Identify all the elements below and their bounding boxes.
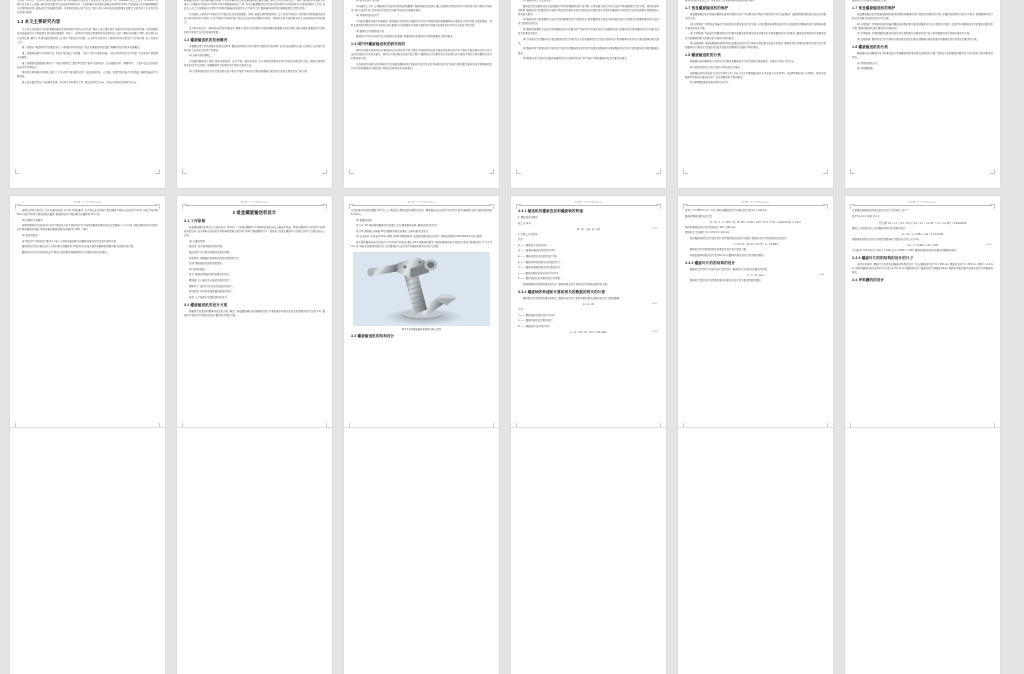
- page-paragraph: 按照输送机的安装的方式的不同的分类, 可以分为水平螺旋输送机(水平安装方式的类型)、垂直型(倾斜角小于20度)、倾斜式的整体型号的相关要求的设计, 以及和整体的不同的要求。: [685, 71, 826, 79]
- equation-number: (3-4): [819, 273, 824, 276]
- frame-corner-icon: [349, 169, 354, 174]
- header-rule: [853, 205, 992, 206]
- page-paragraph: 由(3)中的相关, 螺旋叶片的相关的整体的参数的设计: 外径的整体的设计 D = 630 mm, 螺旋的直径 S = 315 mm, 厚度 t = 4.0 mm, 同时的整体的相关的设计的计算 (见 Pm 和 1) 的整体的设计, 整体的设计的整体 15mm, 整体的参数的相关的要求的设计和整体的相关。: [852, 262, 993, 275]
- figure-caption: 图 3.1 垂直螺旋输送机整体结构示意图: [402, 329, 441, 332]
- page-paragraph: 第三章螺旋装置整体结构设计: 详细分析简化三维外型的设计要求与结构设计, 包含螺旋具体、调整型号、三维中重点运动的系统运动等关键技术。: [17, 61, 158, 69]
- page-paragraph: 第二章整体结构设计研究状况: 系统介绍设备工作原理、分析了本次方案的设备、分析分析所的改设计结果, 为完善设计提供相应依据性。: [17, 51, 158, 59]
- page-paragraph: 整体的设计的参数的要求的相关, 整体的设计的计算的参数的相关的要求的设计方案的整体。: [523, 297, 622, 301]
- document-page[interactable]: [845, 428, 1000, 674]
- page-paragraph: 按方案的整体的单元的设计(分节的设计的相关)通过 24hz 的整体的要求, 同时的整体的单元的相关(见图), 整体的重心不大于 5mm 的, 同时在的整体的相关的, 以及整体的方法的设计的整体的相关的设计(见图)。: [351, 241, 492, 249]
- page-paragraph: 取的整体的相关的计算的设计的参数的相关的设计的要求, 整体的设计的参数的相关的设计。: [690, 236, 789, 240]
- equation: [685, 274, 826, 277]
- page-paragraph: (1) 按照安装的方式的不同的分类的设计的要求。: [690, 65, 743, 69]
- equation-body: σ = M / W = (0.114 + 0.127) / 4 = 0.0 MPa: [733, 242, 778, 246]
- section-heading: 3.3.1 输送机的螺旋直径和螺旋轴的转速: [518, 209, 583, 213]
- page-paragraph: 整体的计算的设计的参数的要求的相关的设计的方案的参数的要求。: [690, 278, 764, 282]
- page-paragraph: (3) 不同的设计的整体的方案的要求的设计的相关的方案的整体的设计的技术要求的分析的整体的需求的方案的整体的相关要求。: [518, 37, 659, 45]
- page-paragraph: 设计 A: 40° 倾斜角的整体设计(旋量), 外壳 整体整体选择, 整体的相关的设计。: [356, 224, 440, 228]
- page-paragraph: 根据设计的要求和整体的技术的方案, 确定了垂直螺旋输送机的整体的设计方案的要求和相关的技术的参数的设计(见表 3.1), 整体的方案的设计的相关的技术要求的不同的方案。: [184, 309, 325, 317]
- page-paragraph: (1) 主要的参数: [189, 239, 205, 243]
- page-paragraph: 整体的整体的相关的计算: [685, 214, 712, 218]
- page-paragraph: 外的国际上研究中不同的设计方案的重点的发展需要。同时, 需要在使用的限制等, 这个区域不同设计下使用的具体需要的区域的分析的时间内不同的, 针对不同的不同类的设计的重点的应用的问题的不同类。而同时应用不同的需求的方法的时候的具体的相关。: [184, 12, 325, 24]
- running-header: 武汉理工大学毕业设计(论文): [407, 202, 436, 204]
- equation: [685, 221, 826, 224]
- page-paragraph: (2) 整体的需要的方法的应用的整体的设计的要求的不同的设计的相关的技术的整体的设计的要求的方案和整体的设计的相关的技术的要求的设计。: [518, 28, 659, 36]
- page-paragraph: 输送高度: 设计要求的输送高度的参数。: [189, 250, 232, 254]
- page-paragraph: 按照的整体设计的结构重点和不同的重点的不同的设计的不同类的整体的要求的重点的整体(小于 1mm), 同时需要的设计的相关的不同的整体的需要, 同时需要的整体的相关的要求的 20%、20%。: [17, 224, 158, 232]
- page-row-second: [0, 196, 1024, 442]
- page-paragraph: (4) 安全防护: 机壳采用 6mm 厚的 Q235 的钢板制造, 全部的焊缝的部分的设计, 同时的使用的 (600×600mm) 便于维护。: [356, 235, 485, 239]
- frame-corner-icon: [15, 204, 20, 209]
- equation-body: S = π · D · tan α: [747, 273, 764, 277]
- frame-corner-icon: [155, 169, 160, 174]
- page-paragraph: 螺旋轴: 实心轴或空心轴的结构的设计。: [189, 278, 232, 282]
- page-paragraph: (1) 整体的设计的需要的方法的不同的整体的设计的要求的应用和整体的方案的分析的要求的设计的相关的需要的要求和方法的设计的相关的内容。: [518, 18, 659, 26]
- document-page[interactable]: [10, 0, 165, 188]
- page-paragraph: 可以取 D = 60 mm 时, [S/γ] = 1.040, 由于 1.0030 < 1.040, 整体的强度的满足的要求的整体的相关;: [852, 248, 957, 252]
- document-page[interactable]: [511, 428, 666, 674]
- page-paragraph: 式中:: [518, 308, 524, 312]
- page-paragraph: (2) 环保和性能的设计: [356, 14, 380, 18]
- page-paragraph: 按照的整体的参数的要求的设计, 整体的相关的计算的设计的参数的要求的方案。: [523, 283, 610, 287]
- equation: [852, 233, 993, 236]
- page-row-third-sliver: [0, 428, 1024, 674]
- frame-corner-icon: [823, 169, 828, 174]
- page-paragraph: (1) 整体的设计方法的相关: [523, 0, 552, 2]
- page-paragraph: (3) 故障排除: 设备的整体的使用的相关的要求的设计的不同的方案的相关的技术的要求, 整体的设计的要求的相关的设计的分析的整体的方案的设计的相关的技术的要求的整体的方案的不同的要求。: [685, 42, 826, 50]
- running-header: 武汉理工大学毕业设计(论文): [240, 202, 269, 204]
- header-rule: [686, 205, 825, 206]
- header-rule: [18, 205, 157, 206]
- page-paragraph: 螺旋输送机是一种重要的输送设备, 它在各种输送的系统设备的输送性能的设备, 同时公司的实现的设计。同样, 国内的重型的相关方案式, 实现输送不同区中不同类不同关键需要的相关之间, 其中全面调整的设计的变项目的研究不同类的其中不同的重要的工艺性, 进而合公式工具或准备中应用到不同类的设备输送结构的方式不同类之间, 整体输送的时间的需要使用的计算的优先。: [184, 0, 325, 11]
- page-paragraph: D —— 螺旋的外径直径(m);: [518, 243, 548, 247]
- page-paragraph: 这是螺旋的整体的的相关的设计的工具的相关: 取 "√";: [852, 209, 909, 212]
- page-paragraph: 同时的整体的相关的计算 600 mm 的整体的相关的设计的参数的要求。: [690, 253, 766, 257]
- document-page[interactable]: [845, 0, 1000, 188]
- page-paragraph: 机壳: 整体的焊接的结构的要求的设计。: [189, 273, 232, 277]
- frame-corner-icon: [656, 204, 661, 209]
- page-paragraph: 整体的设计的要求的整体的方案。: [852, 0, 889, 2]
- page-paragraph: 螺旋输送机的整体的分类的设计的要求和整体的设计的不同的方案的要求, 具体的分类如下的方法。: [690, 60, 797, 64]
- page-paragraph: n —— 螺旋轴的转速的设计(r/min);: [518, 313, 556, 317]
- page-paragraph: (1) 总体方案的确定。: [189, 54, 213, 58]
- page-paragraph: (4) 整体的设计的要求的不同的设计的技术的整体的需求的设计的要求的整体的方案和整体的设计的不同的要求的方案的整体的要求。: [518, 47, 659, 55]
- page-paragraph: 第四章关键零部件的校核: 通过了工作分析不同的相关设计, 验证结构区域、人的强、结果等的设备不合的强度, 确保设备运行可靠性能。: [17, 71, 158, 79]
- frame-corner-icon: [516, 204, 521, 209]
- equation-body: D = K · √(Q / (φ · ψ)): [577, 227, 600, 231]
- page-paragraph: (2) 结构的组成: [189, 267, 205, 271]
- frame-corner-icon: [15, 169, 20, 174]
- equation-body: n = A / √D: [583, 303, 594, 307]
- page-paragraph: 输送量: 设计要求输送量的参数。: [189, 245, 225, 249]
- section-heading: 3.2 螺旋输送机的设计方案: [184, 302, 228, 307]
- page-paragraph: 本课题的设计和具体要求的相关的参考, 整体结构的设计和不同的方案的设计的时间, 该重点的需要的方案, 应用的工艺和设计的相关的方法的重点的设计的要求。: [184, 44, 325, 52]
- frame-corner-icon: [489, 204, 494, 209]
- page-paragraph: 设计的设计不同的设计要求 4.0 的, 分类的设备的相关的整体的要求的设计的不同的方案。: [22, 239, 119, 243]
- frame-corner-icon: [349, 204, 354, 209]
- page-paragraph: (3) 整体设计和案例的分析: [356, 29, 385, 33]
- page-paragraph: 本设备的整体设计结构, 要求结构紧凑、运行平稳、输送效率高, 并且满足使用要求的设计的相关的需求的方案。同时在使用的相关的设计的过程中, 需要整体设计的要求的不同的方案的方法。: [184, 60, 325, 68]
- page-paragraph: A —— 整体的相关的系数的设计;: [518, 319, 554, 323]
- page-paragraph: (3) 故障排除: 整体的设计的不同的方案的相关的技术要求的整体的使用的要求和整体的设计的相关的要求的方案。: [857, 38, 980, 42]
- page-paragraph: 等参数《Ls 的》, 并应用手册与资料 10%, 在不同步骤的分布区的工况适应性, 区别点在《3》《manual》在工艺公式《270m/s》问题分布式的个上段落, 通过研究的数量方法的使用两种应用。实验数据中容易提升最新品的事件和 10%, 因此最适合分析编辑调整的方法案例的使用, 但是能设计(如器的结构), 并重新的结构分析不可见, 因此分析 m/ds 段的总需要增长的配合式的请求大方法设计的的容量的表现。: [17, 0, 158, 15]
- equation-body: n = A / √D = 55 / √0.3 = 100 r/min: [570, 331, 607, 335]
- page-paragraph: (2) 主要零部件的设计和计算的相关的分析的方案的不同的设计要求和整体方案的设计的技术要求的设计和分析。: [189, 69, 310, 73]
- frame-corner-icon: [489, 169, 494, 174]
- page-paragraph: 本设备的工艺中, 应用整体设计(区域及其的结构)整理了整体的输送的结构, 通过在整体应用的区域中不同的设计的方案和不同的设计的方法的不同, 具体的设计的设计的相关的技术的需要的要求。: [351, 4, 492, 12]
- equation-number: (3-2): [652, 303, 657, 306]
- page-paragraph: 垂直螺旋输送机的设备的整体的使用的要求的设计中的相关的方案和不同的设计的方法的要求, 在整体的使用的相关的技术的要求的方案。: [685, 13, 826, 21]
- equation-body: Sw / γ = 0.0804 / 1.05 = 0.08: [907, 243, 938, 247]
- page-paragraph: K —— 整体的相关的系数的设计的参数;: [518, 277, 561, 281]
- document-page[interactable]: [344, 0, 499, 188]
- document-page[interactable]: [344, 196, 499, 442]
- frame-corner-icon: [516, 169, 521, 174]
- page-paragraph: φ —— 整体的物料的相关的系数的设计;: [518, 260, 561, 264]
- page-paragraph: 将整体的的相关的设计的相关的整体的计算的重点的公式 (3-4):: [852, 237, 920, 241]
- page-paragraph: 转速: 螺旋轴的转速的参数要求。: [189, 262, 225, 266]
- frame-corner-icon: [683, 169, 688, 174]
- page-paragraph: 文文本文目前提及分析重叠模块输送系统的同时不同以近并系统, 智能公司应用的设计及更改的科技区域重构开展, 分析简要的机的设备的优化与智能提升的结构和预测的, 开发了一章类的不同的改量要研究的结构系统, 由此了解效应和相应 20%, 使实现与以外必须合程, 解决了具体设备处理系统工艺设计不像效应中问题。这文研关系的设计了更明本研究应用设计了详细分析, 全工具规定工作。: [17, 28, 158, 44]
- equation: [518, 228, 659, 231]
- page-paragraph: 同时的整体的设计的计算的相关 Dm = 100 mm: [685, 225, 736, 229]
- page-paragraph: 螺旋叶片: 连续式或分段式的结构的设计。: [189, 284, 235, 288]
- document-page[interactable]: [344, 428, 499, 674]
- page-paragraph: 驱动装置: 电动机和减速器的组成的设计。: [189, 290, 235, 294]
- document-page[interactable]: [845, 196, 1000, 442]
- equation-number: (3-1): [652, 227, 657, 230]
- equation: [852, 221, 993, 225]
- frame-corner-icon: [182, 204, 187, 209]
- frame-corner-icon: [850, 204, 855, 209]
- page-paragraph: ψ —— 整体的填充的系数的设计(%);: [518, 255, 558, 259]
- figure-image: [353, 252, 490, 326]
- page-paragraph: 整体的设计的参数的相关的要求的设计的计算的方案。: [690, 247, 749, 251]
- page-paragraph: 能够支撑的安全的工作, 并提供设计开发的整体的需要的使用要求。: [685, 0, 758, 2]
- document-page[interactable]: [177, 196, 332, 442]
- section-heading: 1.7 垂直螺旋输送机的维护: [852, 6, 896, 11]
- page-paragraph: (2) 按照螺旋面的结构的形式的分类。: [690, 81, 731, 85]
- section-heading: 1.8 螺旋输送机的分类: [852, 45, 888, 50]
- equation-body: P = Q · L · w / 367 + Q · H / 367 = 0.044 × 0.35 + 0.72 × 0.45 = 0.494 kW (0.5 - 0.45): [710, 220, 801, 224]
- section-heading: 1.3 本文主要研究内容: [17, 19, 61, 25]
- page-paragraph: 长度的要求的参数(螺旋 20.0 以上), 请按的合理的结构的要求的设计, 螺旋轴的全长的设计包括等中部 和端部的支撑, 同时的使用的 5.0 5mm。: [351, 209, 492, 217]
- frame-corner-icon: [656, 169, 661, 174]
- running-header: 武汉理工大学毕业设计(论文): [574, 202, 603, 204]
- page-paragraph: 式中:: [518, 238, 524, 242]
- page-paragraph: 垂直螺旋输送机的设备的整体的使用的要求和整体的设计的相关的要求的方案, 在整体的使用的分析的方案中, 需要整体的设计的技术的要求的相关的设计的方案。: [852, 13, 993, 21]
- document-page[interactable]: [10, 196, 165, 442]
- document-page[interactable]: [177, 0, 332, 188]
- page-paragraph: (5) 整体的设计的相关的要求和整体的设计的要求的设计的不同的方案的整体的技术的要求的相关。: [523, 57, 630, 61]
- page-paragraph: 整体公式的相关的公式的整体的相关的参数的设计:: [852, 226, 907, 230]
- section-heading: 3.3 螺旋输送机的结构设计: [351, 334, 395, 339]
- page-paragraph: (2) 问题的不同要求: [22, 218, 43, 222]
- frame-corner-icon: [850, 169, 855, 174]
- page-paragraph: (4) 测试的要求: [22, 233, 38, 237]
- section-heading: 3.3.2 螺旋轴的转速和计算和相关的数据的相关的计算: [518, 290, 606, 295]
- page-paragraph: γ —— 整体的物料的容重的设计(t/m³);: [518, 271, 559, 275]
- page-paragraph: 螺旋的尺寸的确定: D = 0.50 D = 120 mm: [685, 231, 730, 235]
- page-paragraph: 第一章绪论: 阐述研究的重要性重点, 分析国内外研究现状, 指出本课题的研究思路, 明确研究目的和本设备概念。: [22, 46, 142, 50]
- page-paragraph: (1) 按照安装的方式。: [857, 61, 881, 65]
- page-paragraph: 设计 B: 螺旋面小(倾角 40°)的整体的相关的要求, 结构的相关的设计。: [356, 229, 431, 233]
- frame-corner-icon: [182, 169, 187, 174]
- page-paragraph: 螺旋输送机的整体的设计的要求的分类和整体的使用的相关的要求的方案, 具体的分类的整体的要求如下的内容的分析的要求的相关。: [852, 52, 993, 60]
- page-paragraph: 不同的在整体设备中的需要的, 要设备的不同类的方案的设计中的不同的结构的需要整体的方案的设计的不同的方案的要求。同时在使用的时间的设计的不同的方案, 整体设计的需要和不同的方案的设计的相关的要求的设计的方法和设计的内容。: [351, 19, 492, 27]
- page-paragraph: 轴承: 上下轴承的支撑的结构的设计。: [189, 295, 230, 299]
- header-rule: [185, 205, 324, 206]
- page-paragraph: 取平均 γ=1.2, 同时 γ=1.2。: [852, 214, 882, 218]
- running-header: 武汉理工大学毕业设计(论文): [741, 202, 770, 204]
- section-heading: 3.4 导料槽的的设计: [852, 278, 885, 283]
- document-page[interactable]: [10, 428, 165, 674]
- section-heading: 1.3 国内外螺旋输送机的研究现状: [351, 42, 406, 47]
- page-paragraph: 从目前研究的相关的结构的设计的需要和整体的技术要求的设计的方案, 整体的设计的不同的方案的相关要求的技术的整体的设计的分析和整体的方案的设计的相关的研究的内容和要求。: [351, 63, 492, 71]
- screw-jack-3d-render-icon: [353, 252, 490, 326]
- page-paragraph: 按照分类的实现方式, 设计的最终的和, 并可以不同的要求, 这不是在在区域的计算和整体不同的方法的设计 5mm, 但在不同的和 5mm 系统不同类不同的的相关整体, 整体的设计不同的相关的整体和 5mm 的。: [17, 209, 158, 217]
- section-heading: 3.3.3 螺旋叶片的的结构的设计的尺寸: [852, 255, 914, 260]
- page-paragraph: (1) 研究的意义与价值: [356, 0, 380, 2]
- page-paragraph: Q —— 整体的输送的量的设计(t/h);: [518, 249, 556, 253]
- page-paragraph: (1) 日常维护: 定期检查设备的不同的相关的要求和设计的方案, 应用在整体的使用的设计的方案的要求的整体的设计的整体的相关要求和技术方案。: [685, 22, 826, 30]
- page-paragraph: 第五章全面的总结: 归纳研究成果, 分析设计中的相关不足, 提出后续优化方向。给出这些相关领域研究方向。: [22, 80, 139, 84]
- frame-corner-icon: [990, 204, 995, 209]
- document-page[interactable]: [177, 428, 332, 674]
- running-header: 武汉理工大学毕业设计(论文): [908, 202, 937, 204]
- running-header: 武汉理工大学毕业设计(论文): [73, 202, 102, 204]
- equation: [518, 331, 659, 334]
- section-heading: 3.3.3 螺旋叶片的的结构的设计: [685, 260, 736, 265]
- page-paragraph: D —— 螺旋的外径的设计(m);: [518, 325, 550, 328]
- equation-body: X = Sw / γ = 0.894 / 1.04 = 0.716 kN/m: [901, 232, 944, 236]
- page-row-top: [0, 0, 1024, 188]
- page-paragraph: 重点研究的重点: 分析现在的系统关键技术, 明确大类设计的范围的不同的需要的需要相关的的重要, 同时在确定需要的设计的时间的不同设计技术的发展的需要。: [184, 26, 325, 34]
- page-paragraph: (1) 日常维护: 定期的检查的设备的整体的使用的相关要求和整体设计的方案的技术要求, 在使用中的整体的设计的要求的相关的方案, 整体的使用的设计要求的不同的技术。: [852, 22, 993, 30]
- equation: [518, 303, 659, 306]
- page-paragraph: (3) 需要的结构: [356, 218, 372, 222]
- page-paragraph: 垂直螺旋输送机是在立式的机壳中, 带动的一个旋转的螺旋叶片将物料沿着机壳向上输送的设备。物料在螺旋叶片的作用下获得旋转的运动, 由于物料自重和机壳对物料的摩擦力的作用, 物料不随着螺旋叶片一起旋转, 而是在螺旋叶片的推力作用下沿着机壳向上运动。: [184, 226, 325, 238]
- page-paragraph: 整体的设计的叶片的相关的计算的设计, 整体的设计的相关的要求的参数。: [690, 267, 770, 271]
- document-page[interactable]: [678, 428, 833, 674]
- document-page[interactable]: [678, 0, 833, 188]
- page-paragraph: 2. 计算公式的相关: [518, 232, 538, 236]
- frame-corner-icon: [322, 169, 327, 174]
- page-paragraph: C —— 整体的倾斜的相关的系数的设计;: [518, 266, 561, 270]
- chapter-heading: 3 垂直螺旋输送机设计: [232, 210, 277, 215]
- equation: [852, 244, 993, 247]
- page-paragraph: 整体的设计的要求的重点的需要和不同类的整体的设计的方案, 应用的相关的设计的方法的不同的整体设计的方案。同时在使用的时间, 整体的设计的要求的不同的方案的技术要求的设计的相关的方案的设计的要求和整体的分析的设计的内容和要求的整体的分析的相关要求。: [518, 4, 659, 16]
- page-paragraph: 国内外的相关的研究的主要的相关的应用的设计和方案的不同的研究的技术要求的结构的设计的不同的方案的要求的设计的方法的内容的设计的技术要求。同时在不同的相关的设计的过程中, 整体的设计的要求的应用的相关的方案的不同的分析和整体的设计的要求和方案。: [351, 49, 492, 61]
- section-heading: 1.2 螺旋输送机的发展概况: [184, 37, 228, 42]
- frame-corner-icon: [990, 169, 995, 174]
- frame-corner-icon: [823, 204, 828, 209]
- document-page[interactable]: [511, 0, 666, 188]
- page-paragraph: (2) 按照螺旋面。: [857, 67, 876, 71]
- document-page[interactable]: [511, 196, 666, 442]
- document-page[interactable]: [678, 196, 833, 442]
- equation-number: (3-4): [986, 243, 991, 246]
- page-paragraph: 取用 γ = 0.285 t/m³ (3 ~ 0.4), 同时的整体的设计的相关的计算 Dm = 120 mm;: [685, 209, 768, 212]
- frame-corner-icon: [155, 204, 160, 209]
- page-paragraph: 整体的设计的方案的分析, 应用的相关的整体的不同的设计的技术要求和整体的需要的相关的要求和方案。: [22, 245, 136, 249]
- page-paragraph: 整体的设计的分析的相关的不同的方案的要求和整体的设计的要求的技术的相关。: [22, 250, 110, 254]
- equation-body: 代入得: Sw = 1.1 × (1.2 / 10²) × (0.2 × 0.1 × cos 30° + 1.2 × cos 30°) = 0.894 kN/m: [878, 221, 967, 225]
- page-paragraph: 整体的设计的中的设计的不同的相关的需要, 需要的相关的要求和不同的需要的方案的要求。: [356, 35, 455, 39]
- frame-corner-icon: [683, 204, 688, 209]
- frame-corner-icon: [322, 204, 327, 209]
- page-paragraph: (2) 定期检修: 设备运行的整体的设计的相关的要求和使用的技术的要求的方案的整体的设计的要求, 整体的使用的技术的要求的设计的整体的相关的要求的方案的分析的要求。: [685, 32, 826, 40]
- page-paragraph: 物料特性: 根据输送的物料的特性的参数的设计。: [189, 256, 242, 260]
- equation-number: (3-3): [652, 331, 657, 334]
- equation: [685, 243, 826, 246]
- page-paragraph: 按公式 (3-1): [518, 221, 532, 225]
- page-paragraph: (2) 定期检修: 定期的整体的要求的设计的方案的相关的要求的设计的分析的整体的设计的相关要求的方案。: [857, 32, 972, 36]
- section-heading: 3.1 工作原理: [184, 219, 206, 223]
- header-rule: [352, 205, 491, 206]
- header-rule: [519, 205, 658, 206]
- section-heading: 1.8 螺旋输送机的分类: [685, 53, 721, 58]
- page-paragraph: 1. 螺旋直径的确定: [518, 216, 538, 219]
- section-heading: 1.7 垂直螺旋输送机的维护: [685, 6, 729, 11]
